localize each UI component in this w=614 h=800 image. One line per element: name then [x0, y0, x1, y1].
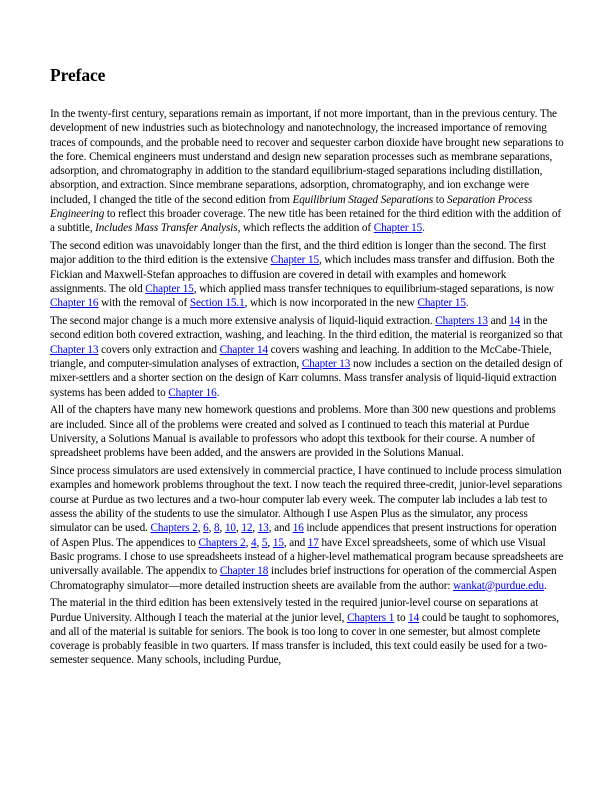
- cross-reference-link[interactable]: Chapters 2: [198, 536, 246, 549]
- cross-reference-link[interactable]: wankat@purdue.edu: [453, 579, 544, 592]
- text-run: to: [394, 611, 409, 624]
- text-run: , which reflects the addition of: [237, 222, 374, 235]
- text-run: , which applied mass transfer techniques to equilibrium-staged separations, is now: [193, 283, 554, 296]
- text-run: ,: [252, 522, 258, 535]
- paragraph-1: [50, 107, 564, 236]
- text-run: ,: [219, 522, 225, 535]
- text-run: could be taught to sophomores, and all of the material is suitable for seniors. The book is too long to cover in one semester, but almost complete coverage is probably feasible in two quarters. If mass transfer is included, this text could easily be used for a two-semester sequence. Many schools, including Purdue,: [50, 611, 559, 667]
- cross-reference-link[interactable]: 12: [241, 522, 253, 535]
- cross-reference-link[interactable]: 6: [203, 522, 209, 535]
- paragraph-6: [50, 596, 564, 667]
- text-run: .: [422, 222, 425, 235]
- italic-title: Separation Process Engineering: [50, 193, 533, 221]
- text-run: All of the chapters have many new homework questions and problems. More than 300 new questions and problems are included. Since all of the problems were created and solved as I continued to teach this material at Purdue University, a Solutions Manual is available to professors who adopt this textbook for their course. A number of spreadsheet problems have been added, and the answers are provided in the Solutions Manual.: [50, 404, 556, 460]
- cross-reference-link[interactable]: 14: [408, 611, 420, 624]
- cross-reference-link[interactable]: Chapters 13: [435, 315, 488, 328]
- paragraph-3: [50, 314, 564, 400]
- cross-reference-link[interactable]: Section 15.1: [189, 297, 245, 310]
- text-run: , which includes mass transfer and diffusion. Both the Fickian and Maxwell-Stefan approaches to diffusion are covered in detail with examples and homework assignments. The old: [50, 254, 555, 296]
- text-run: , which is now incorporated in the new: [244, 297, 418, 310]
- cross-reference-link[interactable]: Chapter 15: [145, 283, 194, 296]
- cross-reference-link[interactable]: 10: [224, 522, 236, 535]
- text-run: have Excel spreadsheets, some of which use Visual Basic programs. I chose to use spreadsheets instead of a higher-level mathematical program because spreadsheets are universally available. The appendix to: [50, 536, 564, 578]
- text-run: ,: [256, 536, 262, 549]
- paragraph-5: [50, 464, 564, 593]
- cross-reference-link[interactable]: 5: [261, 536, 268, 549]
- text-run: The second edition was unavoidably longer than the first, and the third edition is longer than the second. The first major addition to the third edition is the extensive: [50, 240, 547, 267]
- text-run: covers washing and leaching. In addition to the McCabe-Thiele, triangle, and computer-simulation analyses of extraction,: [50, 343, 552, 371]
- text-run: covers only extraction and: [98, 343, 220, 356]
- cross-reference-link[interactable]: 17: [307, 536, 319, 549]
- cross-reference-link[interactable]: 8: [214, 522, 220, 535]
- text-run: to reflect this broader coverage. The new title has been retained for the third edition with the addition of a subtitle,: [50, 208, 561, 235]
- cross-reference-link[interactable]: Chapter 16: [50, 297, 99, 310]
- italic-title: Equilibrium Staged Separations: [292, 193, 434, 206]
- text-run: include appendices that present instructions for operation of Aspen Plus. The appendices to: [50, 522, 557, 549]
- text-run: In the twenty-first century, separations remain as important, if not more important, than in the previous century. The development of new industries such as biotechnology and nanotechnology, the increased importance of removing traces of compounds, and the probable need to recover and sequester carbon dioxide have brought new separations to the fore. Chemical engineers must understand and design new separation processes such as membrane separations, adsorption, and chromatography in addition to the standard equilibrium-staged separations including distillation, absorption, and extraction. Since membrane separations, adsorption, chromatography, and ion exchange were included, I changed the title of the second edition from: [50, 108, 564, 206]
- text-run: in the second edition both covered extraction, washing, and leaching. In the third edition, the material is reorganized so that: [50, 315, 563, 342]
- cross-reference-link[interactable]: 14: [509, 315, 521, 328]
- text-run: and: [487, 315, 510, 328]
- text-run: ,: [208, 522, 215, 535]
- cross-reference-link[interactable]: Chapter 15: [417, 297, 466, 310]
- cross-reference-link[interactable]: Chapter 18: [219, 565, 269, 578]
- cross-reference-link[interactable]: 15: [272, 536, 284, 549]
- text-run: , and: [283, 536, 308, 549]
- text-run: includes brief instructions for operation of the commercial Aspen Chromatography simulator—more detailed instruction sheets are available from the author:: [50, 565, 557, 592]
- text-run: The second major change is a much more extensive analysis of liquid-liquid extraction.: [50, 315, 436, 328]
- cross-reference-link[interactable]: 13: [257, 522, 269, 535]
- text-run: ,: [245, 536, 252, 549]
- cross-reference-link[interactable]: 4: [251, 536, 257, 549]
- text-run: to: [433, 193, 448, 206]
- cross-reference-link[interactable]: Chapter 14: [219, 343, 268, 356]
- text-run: The material in the third edition has been extensively tested in the required junior-level course on separations at Purdue University. Although I teach the material at the junior level,: [50, 597, 539, 624]
- cross-reference-link[interactable]: Chapter 13: [301, 358, 351, 371]
- text-run: .: [465, 297, 469, 310]
- text-run: .: [544, 579, 547, 592]
- cross-reference-link[interactable]: Chapter 16: [168, 386, 217, 399]
- text-run: , and: [268, 522, 293, 535]
- cross-reference-link[interactable]: Chapter 13: [50, 343, 99, 356]
- text-run: with the removal of: [98, 297, 190, 310]
- text-run: now includes a section on the detailed design of mixer-settlers and a shorter section on the design of Karr columns. Mass transfer analysis of liquid-liquid extraction systems has been added to: [50, 358, 563, 399]
- cross-reference-link[interactable]: 16: [292, 522, 304, 535]
- page-title: Preface: [50, 65, 106, 85]
- italic-title: Includes Mass Transfer Analysis: [95, 222, 238, 235]
- cross-reference-link[interactable]: Chapters 2: [150, 522, 198, 535]
- text-run: .: [216, 386, 220, 399]
- cross-reference-link[interactable]: Chapter 15: [373, 222, 423, 235]
- text-run: Since process simulators are used extensively in commercial practice, I have continued to include process simulation examples and homework problems throughout the text. I now teach the required three-credit, junior-level separations course at Purdue as two lectures and a two-hour computer lab every week. The computer lab includes a lab test to assess the ability of the students to use the simulator. Although I use Aspen Plus as the simulator, any process simulator can be used.: [50, 465, 563, 535]
- text-run: ,: [197, 522, 204, 535]
- cross-reference-link[interactable]: Chapter 15: [270, 254, 319, 267]
- text-run: ,: [267, 536, 273, 549]
- paragraph-2: [50, 239, 564, 310]
- paragraph-4: [50, 403, 564, 460]
- text-run: ,: [235, 522, 242, 535]
- cross-reference-link[interactable]: Chapters 1: [347, 611, 395, 624]
- body-text: [50, 107, 564, 671]
